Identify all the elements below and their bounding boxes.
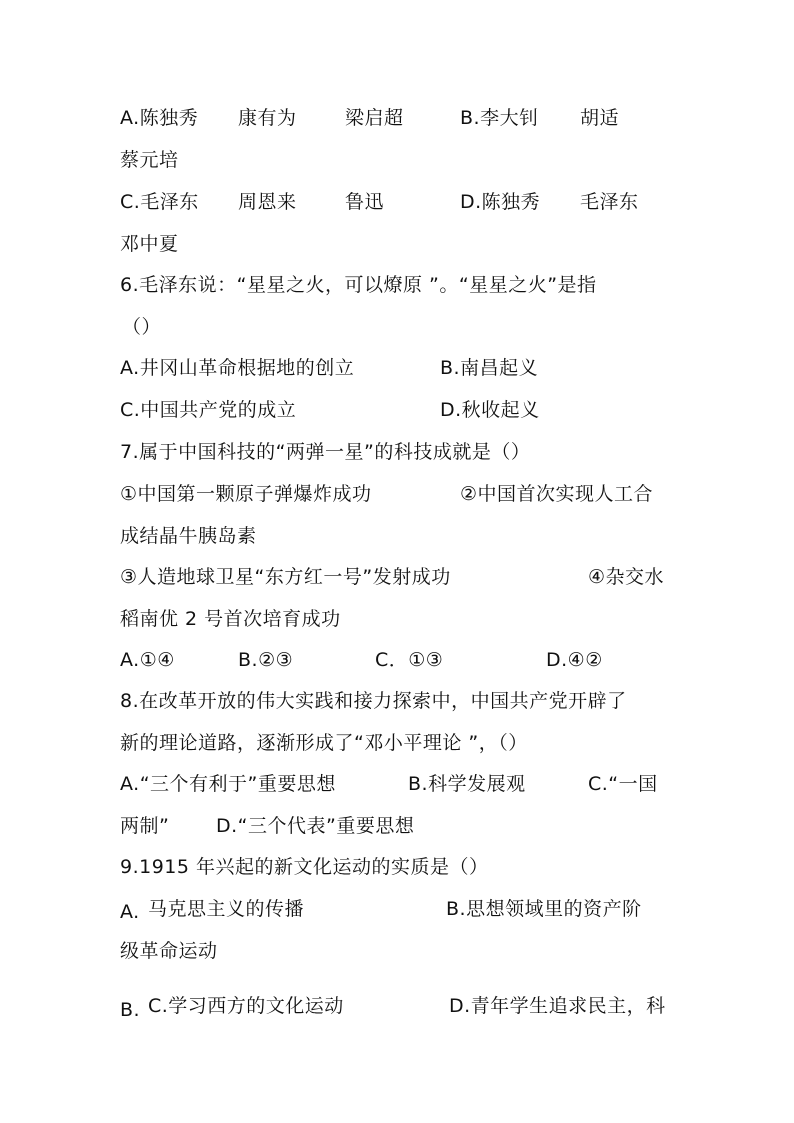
q9-option-c-prefix: B. — [120, 999, 141, 1021]
q7-option-c: C．①③ — [375, 649, 444, 671]
q6-stem-line1: 6.毛泽东说：“星星之火，可以燎原 ”。“星星之火”是指 — [120, 274, 597, 296]
q8-stem-line1: 8.在改革开放的伟大实践和接力探索中，中国共产党开辟了 — [120, 690, 627, 712]
q5-option-d: D.陈独秀 — [460, 191, 541, 213]
q8-option-d: D.“三个代表”重要思想 — [216, 815, 415, 837]
q7-stem: 7.属于中国科技的“两弹一星”的科技成就是（） — [120, 441, 531, 463]
q7-option-a: A.①④ — [120, 649, 175, 671]
q9-option-a-label: A. — [120, 901, 140, 923]
q6-stem-line2: （） — [122, 316, 162, 338]
q6-option-b: B.南昌起义 — [440, 357, 539, 379]
q5-option-c-name2: 周恩来 — [238, 191, 297, 213]
q5-option-b-name3: 蔡元培 — [120, 149, 179, 171]
q7-item-2-line1: ②中国首次实现人工合 — [460, 483, 654, 505]
q9-option-b-line1: B.思想领域里的资产阶 — [446, 898, 642, 920]
q9-option-d: D.青年学生追求民主，科 — [449, 995, 666, 1017]
q5-option-a-name2: 康有为 — [238, 107, 297, 129]
q8-option-c-line1: C.“一国 — [588, 773, 658, 795]
q8-option-b: B.科学发展观 — [408, 773, 526, 795]
q5-option-a-name3: 梁启超 — [345, 107, 404, 129]
q5-option-b-name2: 胡适 — [580, 107, 620, 129]
q7-item-1: ①中国第一颗原子弹爆炸成功 — [120, 483, 372, 505]
q9-option-a: 马克思主义的传播 — [148, 898, 305, 920]
q5-option-d-name2: 毛泽东 — [580, 191, 639, 213]
q9-option-b-line2: 级革命运动 — [120, 940, 218, 962]
q7-item-4-line1: ④杂交水 — [588, 566, 665, 588]
q8-stem-line2: 新的理论道路，逐渐形成了“邓小平理论 ”，（） — [120, 732, 528, 754]
q5-option-a: A.陈独秀 — [120, 107, 199, 129]
q7-option-d: D.④② — [546, 649, 603, 671]
q7-item-3: ③人造地球卫星“东方红一号”发射成功 — [120, 566, 451, 588]
q7-item-4-line2: 稻南优 2 号首次培育成功 — [120, 608, 341, 630]
q5-option-b: B.李大钊 — [460, 107, 539, 129]
q5-option-c: C.毛泽东 — [120, 191, 199, 213]
q6-option-c: C.中国共产党的成立 — [120, 399, 297, 421]
q5-option-d-name3: 邓中夏 — [120, 233, 179, 255]
q7-option-b: B.②③ — [238, 649, 294, 671]
q7-item-2-line2: 成结晶牛胰岛素 — [120, 525, 257, 547]
q8-option-a: A.“三个有利于”重要思想 — [120, 773, 336, 795]
q6-option-a: A.井冈山革命根据地的创立 — [120, 357, 355, 379]
q5-option-c-name3: 鲁迅 — [345, 191, 385, 213]
q9-option-c: C.学习西方的文化运动 — [148, 995, 344, 1017]
q8-option-c-line2: 两制” — [120, 815, 170, 837]
q9-stem: 9.1915 年兴起的新文化运动的实质是（） — [120, 856, 489, 878]
q6-option-d: D.秋收起义 — [440, 399, 540, 421]
